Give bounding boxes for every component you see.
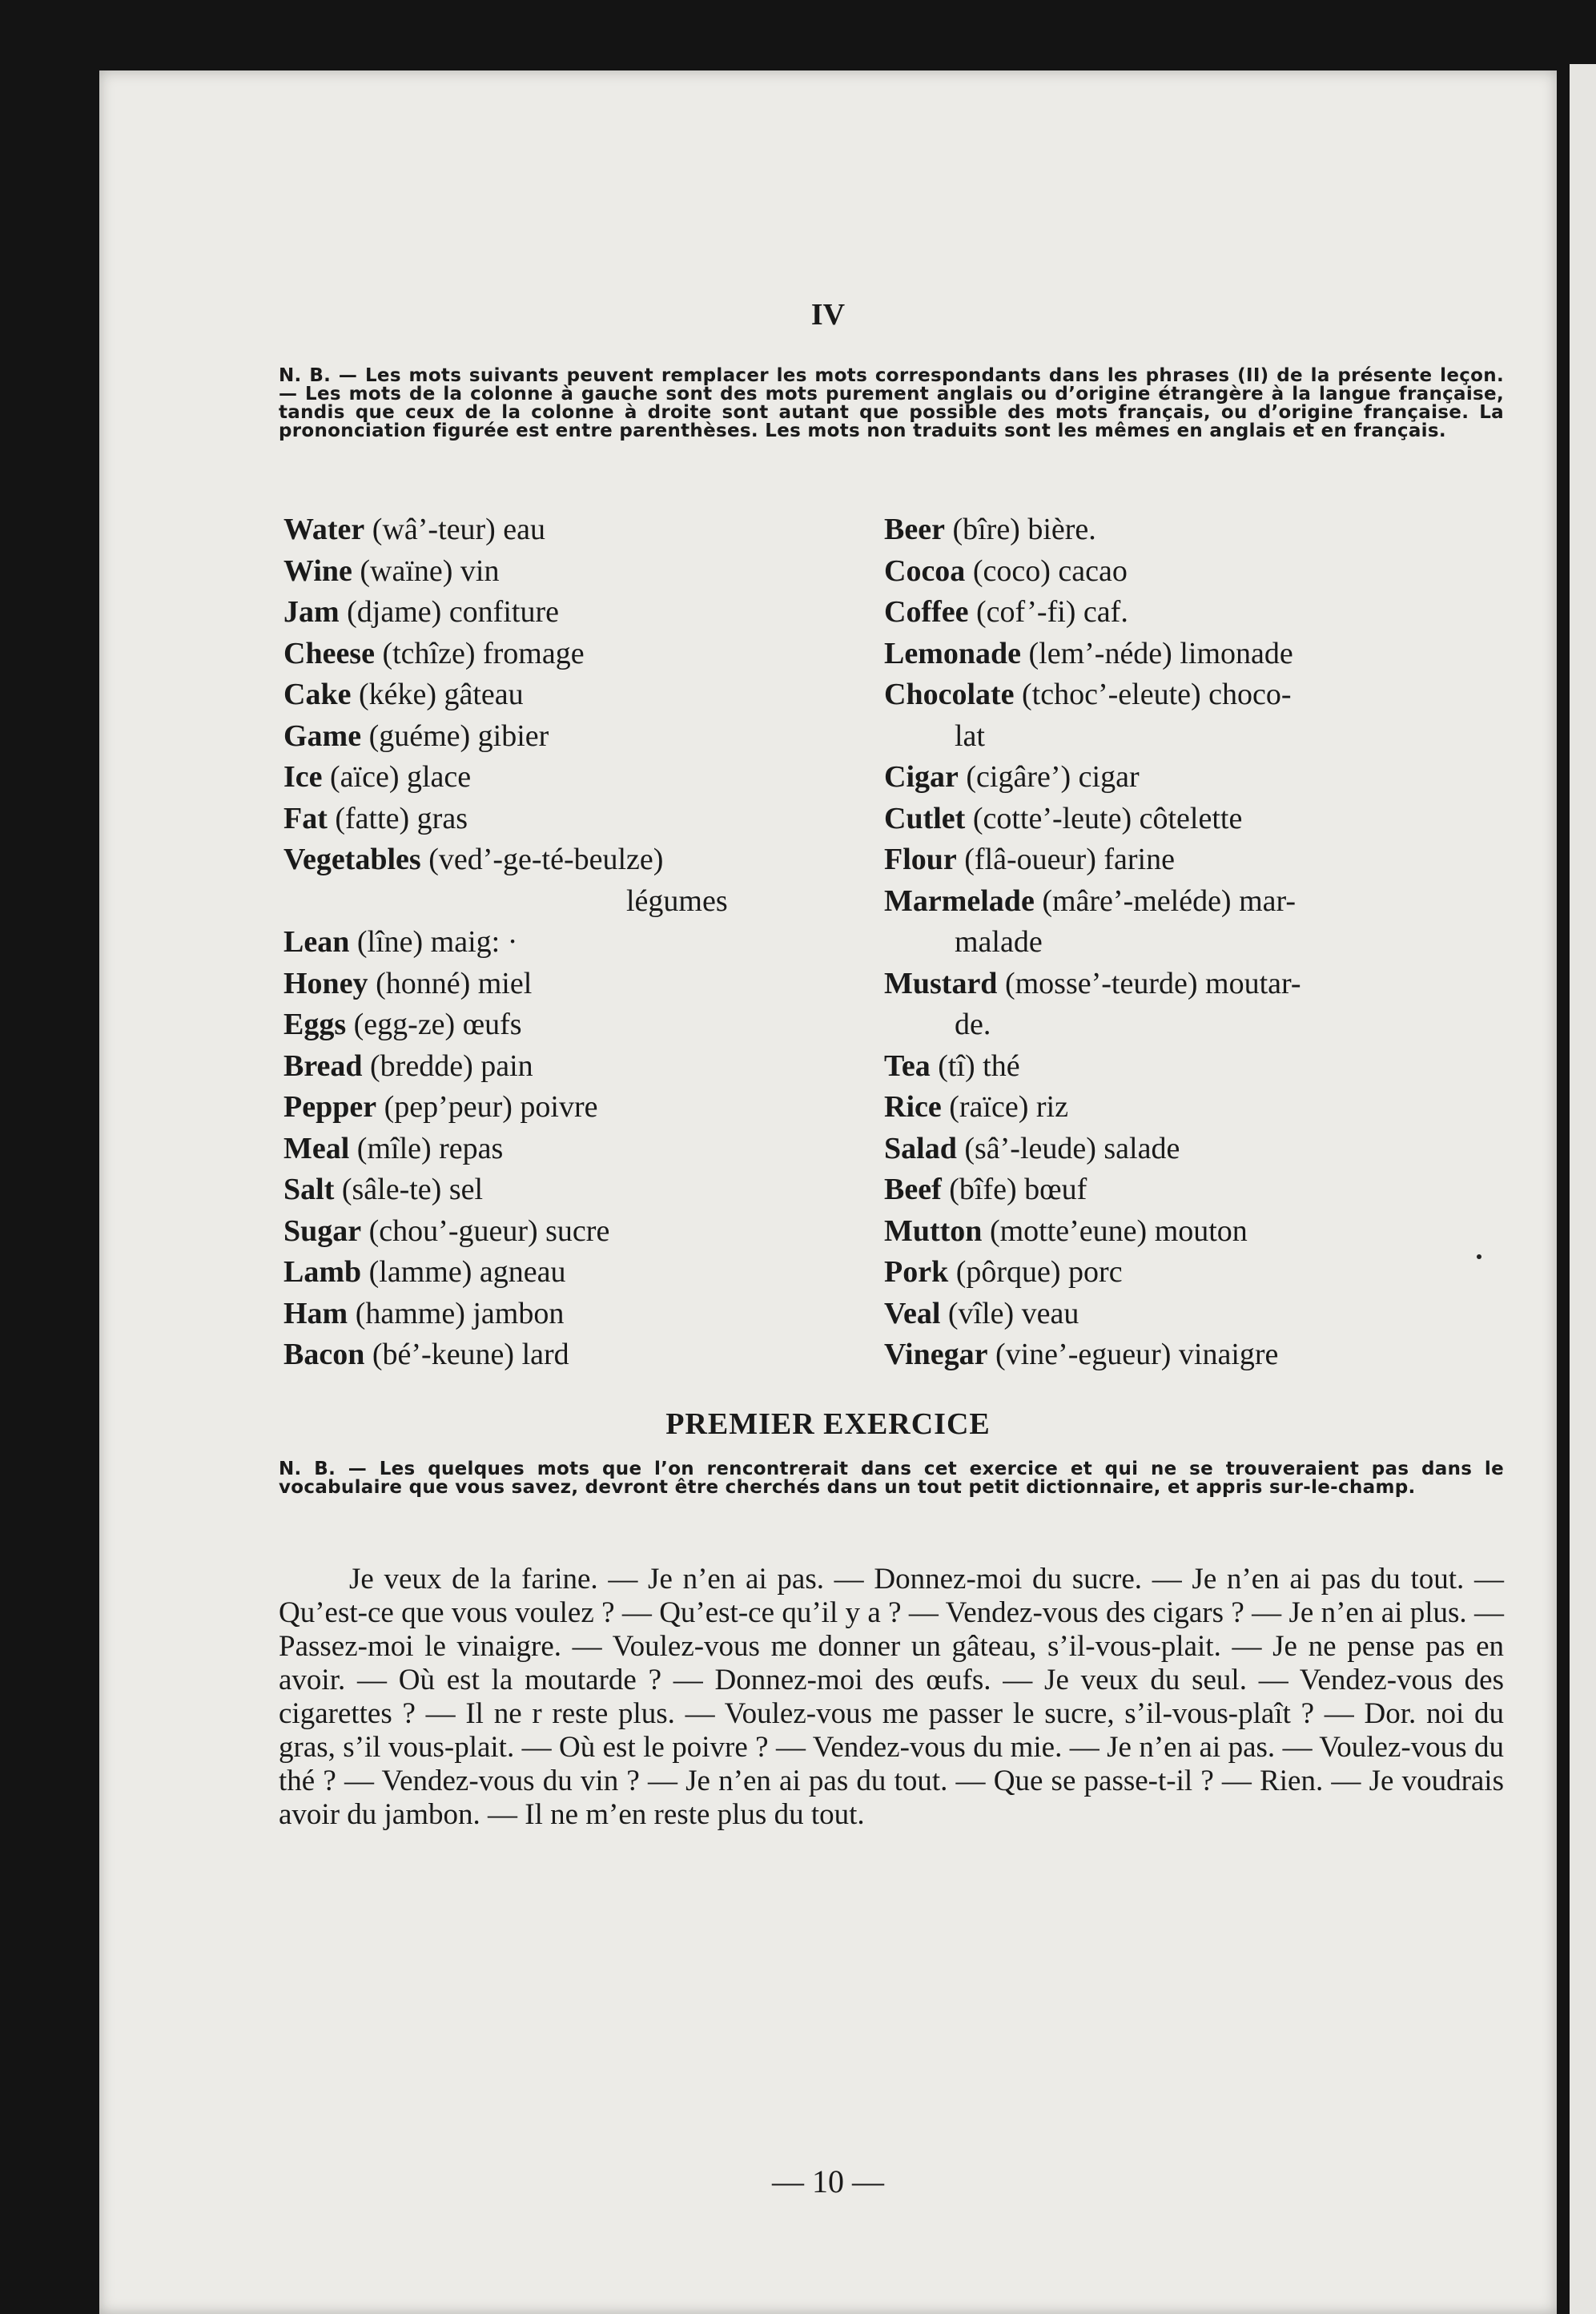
vocab-word: Bacon — [283, 1338, 365, 1371]
vocab-word: Coffee — [884, 595, 969, 629]
vocab-entry — [283, 634, 868, 675]
vocab-entry — [884, 799, 1509, 840]
vocab-pronunciation-translation: (kéke) gâteau — [351, 678, 524, 711]
vocab-pronunciation-translation: (cotte’-leute) côtelette — [965, 801, 1243, 835]
vocab-entry — [884, 634, 1509, 675]
vocab-pronunciation-translation: (bîre) bière. — [944, 513, 1096, 546]
vocab-pronunciation-translation: (vîle) veau — [940, 1296, 1079, 1330]
vocab-entry — [283, 1294, 868, 1335]
vocab-pronunciation-translation: (sâle-te) sel — [334, 1173, 484, 1206]
vocab-pronunciation-translation: (raïce) riz — [941, 1090, 1068, 1124]
vocab-entry — [283, 922, 868, 964]
vocab-pronunciation-translation: (wâ’-teur) eau — [364, 513, 546, 546]
vocab-entry — [283, 674, 868, 716]
vocab-pronunciation-translation: (aïce) glace — [322, 760, 472, 794]
next-page-edge — [1570, 64, 1596, 2314]
vocab-entry — [283, 716, 868, 758]
vocab-column-right — [884, 509, 1509, 1376]
vocab-entry — [884, 1169, 1509, 1211]
vocab-pronunciation-translation: (waïne) vin — [352, 553, 500, 588]
vocab-pronunciation-translation: (cof’-fi) caf. — [968, 595, 1128, 629]
vocab-entry — [884, 839, 1509, 881]
vocab-word: Vegetables — [283, 843, 421, 876]
vocab-pronunciation-translation: (mîle) repas — [349, 1131, 504, 1165]
vocab-pronunciation-translation: (sâ’-leude) salade — [956, 1131, 1180, 1165]
vocab-pronunciation-translation: (pep’peur) poivre — [376, 1090, 598, 1124]
vocab-word: Flour — [884, 843, 957, 876]
vocab-word: Mustard — [884, 966, 998, 1000]
vocab-entry — [283, 509, 868, 551]
vocab-word: Ham — [283, 1296, 348, 1330]
vocab-word: Salad — [884, 1131, 957, 1165]
vocab-pronunciation-translation: (lem’-néde) limonade — [1021, 636, 1293, 670]
vocab-entry — [283, 757, 868, 799]
vocab-word: Water — [283, 513, 365, 546]
vocab-word: Bread — [283, 1048, 363, 1083]
vocab-entry — [283, 1169, 868, 1211]
vocab-continuation: légumes — [626, 883, 728, 918]
vocab-continuation: malade — [955, 925, 1043, 959]
vocab-pronunciation-translation: (tî) thé — [930, 1048, 1020, 1083]
note-exercise-text: N. B. — Les quelques mots que l’on rencontrerait dans cet exercice et qui ne se trouveraient pas dans le vocabulaire que vous savez, devront être cherchés dans un tout petit dictionnaire, et appris sur-le-champ. — [279, 1459, 1504, 1498]
vocab-pronunciation-translation: (honné) miel — [368, 966, 533, 1000]
vocab-pronunciation-translation: (guéme) gibier — [361, 718, 549, 753]
vocab-entry — [283, 1252, 868, 1294]
vocab-pronunciation-translation: (bé’-keune) lard — [364, 1338, 569, 1371]
vocab-pronunciation-translation: (cigâre’) cigar — [958, 760, 1140, 794]
vocab-word: Honey — [283, 966, 368, 1000]
vocab-word: Marmelade — [884, 883, 1035, 918]
exercise-title: PREMIER EXERCICE — [665, 1407, 991, 1441]
vocab-word: Jam — [283, 595, 340, 629]
vocab-pronunciation-translation: (djame) confiture — [339, 595, 559, 629]
vocab-entry — [283, 1046, 868, 1088]
vocab-word: Sugar — [283, 1213, 362, 1248]
vocab-word: Lean — [283, 925, 350, 959]
vocab-entry — [884, 757, 1509, 799]
vocab-word: Cutlet — [884, 801, 966, 835]
vocab-entry — [283, 592, 868, 634]
vocab-word: Vinegar — [884, 1338, 988, 1371]
vocab-entry — [884, 1211, 1509, 1253]
vocab-word: Veal — [884, 1296, 941, 1330]
vocab-column-left — [283, 509, 868, 1376]
vocab-word: Beer — [884, 513, 945, 546]
vocab-word: Lamb — [283, 1255, 362, 1289]
vocab-word: Fat — [283, 801, 328, 835]
vocab-pronunciation-translation: (mâre’-meléde) mar- — [1034, 883, 1296, 918]
vocab-continuation: lat — [955, 718, 985, 753]
vocab-pronunciation-translation: (lamme) agneau — [361, 1255, 566, 1289]
vocab-entry — [283, 1004, 868, 1046]
vocab-word: Salt — [283, 1173, 335, 1206]
vocab-entry — [884, 881, 1509, 964]
vocab-pronunciation-translation: (motte’eune) mouton — [982, 1213, 1248, 1248]
page-number: — 10 — — [772, 2163, 884, 2199]
vocab-entry — [283, 1129, 868, 1170]
vocab-word: Mutton — [884, 1213, 983, 1248]
vocab-entry — [283, 1211, 868, 1253]
note-vocabulary — [279, 367, 1504, 441]
vocab-pronunciation-translation: (hamme) jambon — [348, 1296, 565, 1330]
vocab-word: Cocoa — [884, 553, 966, 588]
vocab-entry — [884, 964, 1509, 1046]
vocab-word: Wine — [283, 553, 352, 588]
vocab-word: Cake — [283, 678, 352, 711]
vocab-pronunciation-translation: (egg-ze) œufs — [346, 1008, 522, 1041]
vocab-word: Tea — [884, 1048, 931, 1083]
vocab-word: Lemonade — [884, 636, 1021, 670]
vocab-word: Beef — [884, 1173, 942, 1206]
book-page — [99, 70, 1557, 2314]
vocab-continuation: de. — [955, 1008, 991, 1041]
vocab-word: Rice — [884, 1090, 942, 1124]
note-vocabulary-text: N. B. — Les mots suivants peuvent remplacer les mots correspondants dans les phrases (II) de la présente leçon. — Les mots de la colonne à gauche sont des mots purement anglais ou d’origine étrangère à la langue française, tandis que ceux de la colonne à droite sont autant que possible des mots français, ou d’origine française. La prononciation figurée est entre parenthèses. Les mots non traduits sont les mêmes en anglais et en français. — [279, 365, 1504, 441]
vocab-pronunciation-translation: (flâ-oueur) farine — [956, 843, 1175, 876]
exercise-paragraph: Je veux de la farine. — Je n’en ai pas. — Donnez-moi du sucre. — Je n’en ai pas du tout. — Qu’est-ce que vous voulez ? — Qu’est-ce qu’il y a ? — Vendez-vous des cigars ? — Je n’en ai plus. — Passez-moi le vinaigre. — Voulez-vous me donner un gâteau, s’il-vous-plait. — Je ne pense pas en avoir. — Où est la moutarde ? — Donnez-moi des œufs. — Je veux du seul. — Vendez-vous des cigarettes ? — Il ne r reste plus. — Voulez-vous me passer le sucre, s’il-vous-plaît ? — Dor. noi du gras, s’il vous-plait. — Où est le poivre ? — Vendez-vous du mie. — Je n’en ai pas. — Voulez-vous du thé ? — Vendez-vous du vin ? — Je n’en ai pas du tout. — Que se passe-t-il ? — Rien. — Je voudrais avoir du jambon. — Il ne m’en reste plus du tout. — [279, 1563, 1504, 1831]
vocab-entry — [884, 1252, 1509, 1294]
vocab-word: Pepper — [283, 1090, 377, 1124]
vocab-entry — [884, 1334, 1509, 1376]
ink-dot — [1477, 1254, 1481, 1259]
vocab-word: Eggs — [283, 1008, 347, 1041]
vocab-word: Chocolate — [884, 678, 1015, 711]
vocab-word: Pork — [884, 1255, 949, 1289]
vocab-entry — [884, 1046, 1509, 1088]
exercise-body — [279, 1563, 1504, 1832]
vocab-entry — [283, 1087, 868, 1129]
vocab-word: Ice — [283, 760, 323, 794]
vocab-entry — [884, 509, 1509, 551]
vocab-entry — [884, 1129, 1509, 1170]
vocab-word: Cigar — [884, 760, 959, 794]
vocab-pronunciation-translation: (coco) cacao — [965, 553, 1128, 588]
vocab-entry — [283, 839, 868, 922]
vocab-pronunciation-translation: (chou’-gueur) sucre — [361, 1213, 610, 1248]
lesson-heading: IV — [810, 298, 846, 332]
vocab-pronunciation-translation: (bredde) pain — [362, 1048, 533, 1083]
vocab-entry — [884, 1087, 1509, 1129]
vocab-pronunciation-translation: (tchoc’-eleute) choco- — [1014, 678, 1292, 711]
vocab-pronunciation-translation: (ved’-ge-té-beulze) — [420, 843, 664, 876]
vocab-entry — [283, 964, 868, 1005]
vocab-pronunciation-translation: (mosse’-teurde) moutar- — [997, 966, 1301, 1000]
vocab-entry — [884, 674, 1509, 757]
vocab-pronunciation-translation: (fatte) gras — [327, 801, 468, 835]
note-exercise — [279, 1460, 1504, 1497]
vocab-pronunciation-translation: (pôrque) porc — [948, 1255, 1123, 1289]
vocab-word: Game — [283, 718, 362, 753]
vocab-pronunciation-translation: (tchîze) fromage — [374, 636, 585, 670]
vocab-entry — [884, 551, 1509, 593]
vocab-word: Meal — [283, 1131, 350, 1165]
vocab-entry — [884, 1294, 1509, 1335]
vocab-pronunciation-translation: (bîfe) bœuf — [941, 1173, 1087, 1206]
vocab-word: Cheese — [283, 636, 375, 670]
vocab-entry — [884, 592, 1509, 634]
vocab-entry — [283, 551, 868, 593]
vocab-pronunciation-translation: (lîne) maig: · — [349, 925, 518, 959]
vocab-pronunciation-translation: (vine’-egueur) vinaigre — [987, 1338, 1279, 1371]
vocab-entry — [283, 1334, 868, 1376]
vocab-entry — [283, 799, 868, 840]
